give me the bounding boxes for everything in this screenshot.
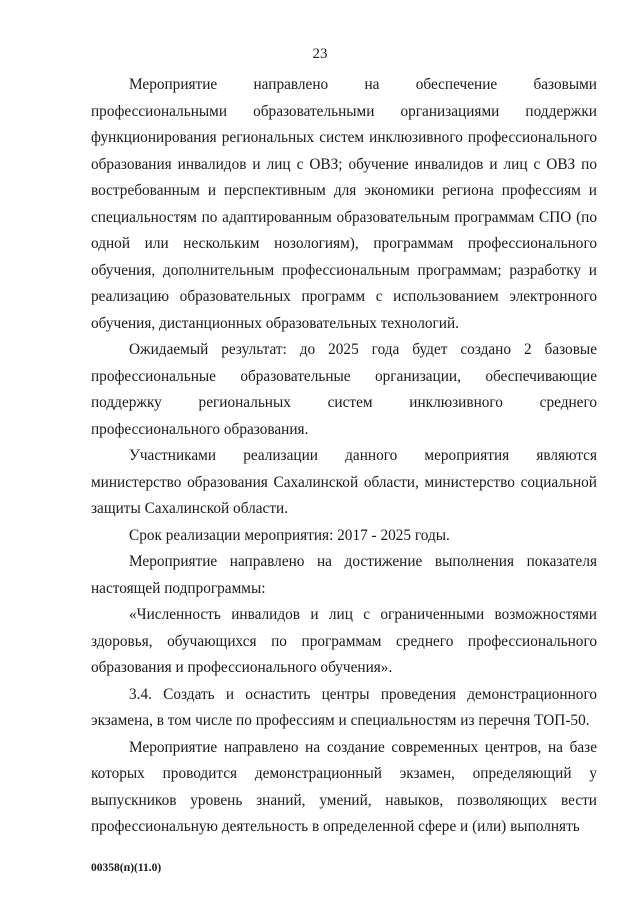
paragraph-event-description: Мероприятие направлено на обеспечение базовыми профессиональными образовательными организациями поддержки функционирования региональных систем инклюзивного профессионального образования инвалидов и лиц с ОВЗ; обучение инвалидов и лиц с ОВЗ по востребованным и перспективным для экономики региона профессиям и специальностям по адаптированным образовательным программам СПО (по одной или нескольким нозологиям), программам профессионального обучения, дополнительным профессиональным программам; разработку и реализацию образовательных программ с использованием электронного обучения, дистанционных образовательных технологий. <box>91 76 597 332</box>
paragraph-participants: Участниками реализации данного мероприятия являются министерство образования Сахалинской области, министерство социальной защиты Сахалинской области. <box>91 447 597 517</box>
document-body <box>91 72 597 841</box>
paragraph-indicator-intro: Мероприятие направлено на достижение выполнения показателя настоящей подпрограммы: <box>91 553 597 597</box>
document-code: 00358(п)(11.0) <box>91 862 162 874</box>
paragraph-section-3-4: 3.4. Создать и оснастить центры проведения демонстрационного экзамена, в том числе по профессиям и специальностям из перечня ТОП-50. <box>91 685 597 729</box>
paragraph-demo-exam-centers: Мероприятие направлено на создание современных центров, на базе которых проводится демонстрационный экзамен, определяющий у выпускников уровень знаний, умений, навыков, позволяющих вести профессиональную деятельность в определенной сфере и (или) выполнять <box>91 738 597 835</box>
page-number: 23 <box>312 46 328 62</box>
paragraph-timeframe: Срок реализации мероприятия: 2017 - 2025 годы. <box>129 526 450 544</box>
paragraph-expected-result: Ожидаемый результат: до 2025 года будет создано 2 базовые профессиональные образовательные организации, обеспечивающие поддержку региональных систем инклюзивного среднего профессионального образования. <box>91 341 597 438</box>
paragraph-indicator-quote: «Численность инвалидов и лиц с ограниченными возможностями здоровья, обучающихся по программам среднего профессионального образования и профессионального обучения». <box>91 606 597 676</box>
